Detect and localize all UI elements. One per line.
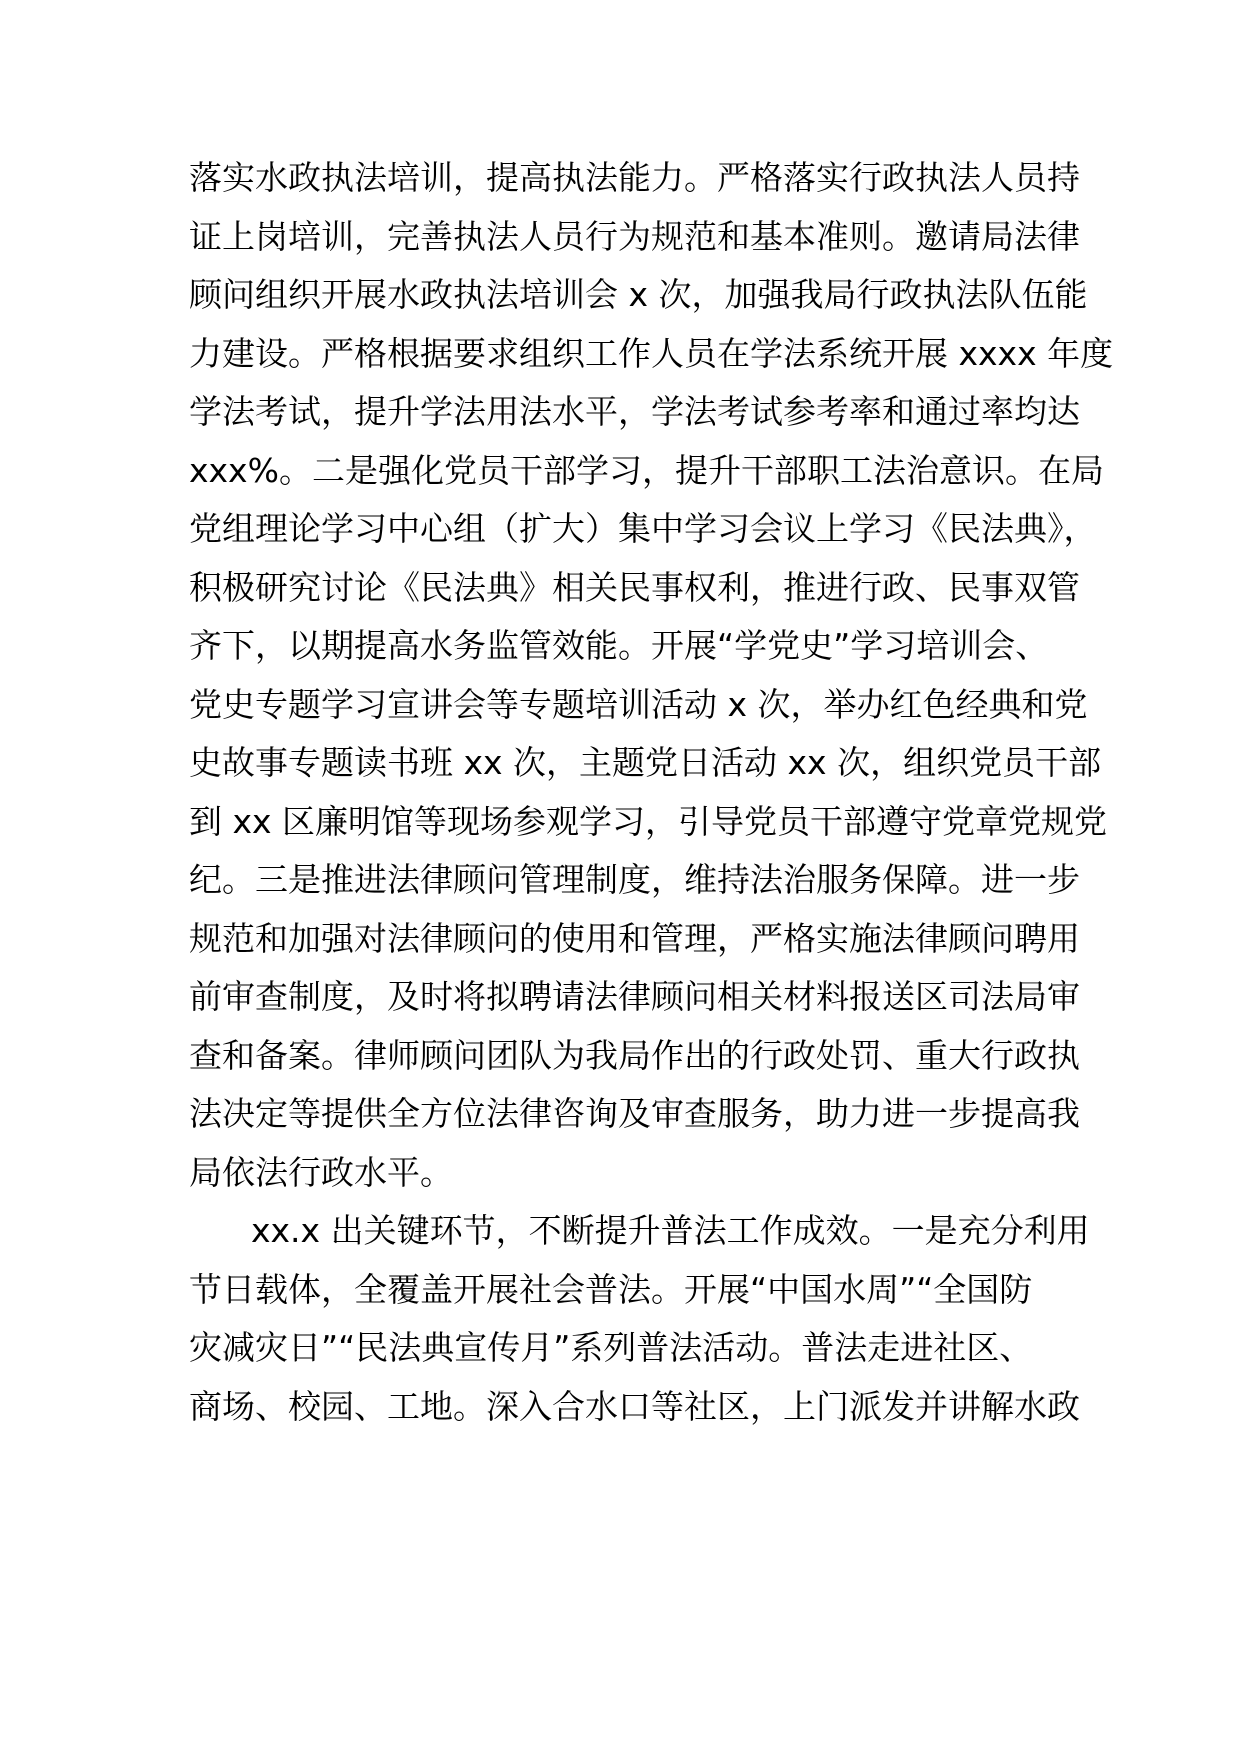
text-line: 法决定等提供全方位法律咨询及审查服务，助力进一步提高我 <box>189 1094 1080 1133</box>
text-line: 齐下，以期提高水务监管效能。开展“学党史”学习培训会、 <box>189 626 1049 665</box>
text-line: 规范和加强对法律顾问的使用和管理，严格实施法律顾问聘用 <box>189 919 1080 958</box>
text-line: 局依法行政水平。 <box>189 1153 453 1192</box>
text-line: 党组理论学习中心组（扩大）集中学习会议上学习《民法典》， <box>189 509 1097 548</box>
text-line: 证上岗培训，完善执法人员行为规范和基本准则。邀请局法律 <box>189 217 1080 256</box>
text-line: 纪。三是推进法律顾问管理制度，维持法治服务保障。进一步 <box>189 860 1080 899</box>
text-line: xxx%。二是强化党员干部学习，提升干部职工法治意识。在局 <box>189 451 1104 490</box>
text-line: 前审查制度，及时将拟聘请法律顾问相关材料报送区司法局审 <box>189 977 1080 1016</box>
text-line: 查和备案。律师顾问团队为我局作出的行政处罚、重大行政执 <box>189 1036 1080 1075</box>
text-line: 灾减灾日”“民法典宣传月”系列普法活动。普法走进社区、 <box>189 1328 1033 1367</box>
text-line: 落实水政执法培训，提高执法能力。严格落实行政执法人员持 <box>189 158 1080 197</box>
text-line: 力建设。严格根据要求组织工作人员在学法系统开展 xxxx 年度 <box>189 334 1114 373</box>
text-line: 节日载体，全覆盖开展社会普法。开展“中国水周”“全国防 <box>189 1270 1033 1309</box>
text-line: 史故事专题读书班 xx 次，主题党日活动 xx 次，组织党员干部 <box>189 743 1102 782</box>
text-line: 积极研究讨论《民法典》相关民事权利，推进行政、民事双管 <box>189 568 1080 607</box>
text-line: xx.x 出关键环节，不断提升普法工作成效。一是充分利用 <box>251 1211 1090 1250</box>
text-line: 到 xx 区廉明馆等现场参观学习，引导党员干部遵守党章党规党 <box>189 802 1108 841</box>
text-line: 商场、校园、工地。深入合水口等社区，上门派发并讲解水政 <box>189 1387 1080 1426</box>
text-line: 党史专题学习宣讲会等专题培训活动 x 次，举办红色经典和党 <box>189 685 1088 724</box>
text-line: 学法考试，提升学法用法水平，学法考试参考率和通过率均达 <box>189 392 1080 431</box>
text-line: 顾问组织开展水政执法培训会 x 次，加强我局行政执法队伍能 <box>189 275 1088 314</box>
